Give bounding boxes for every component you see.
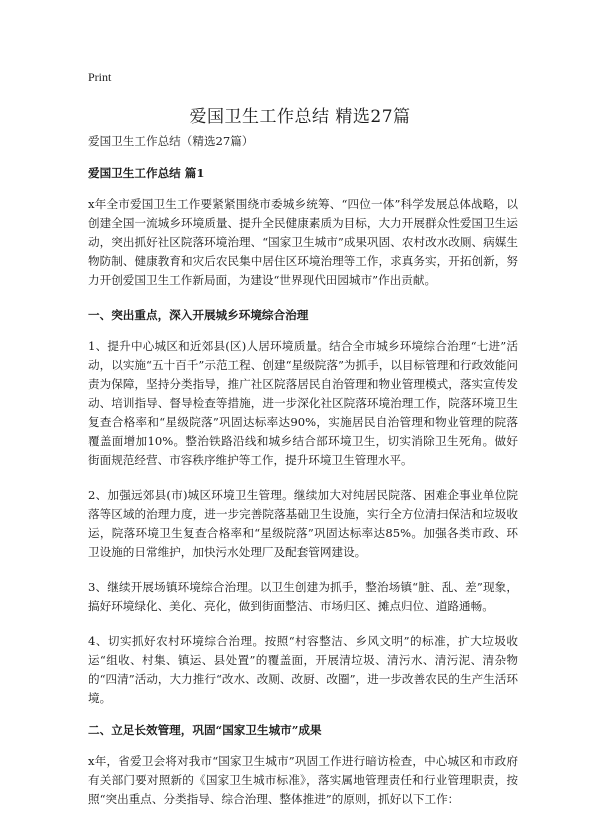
- paragraph-item-2: 2、加强远郊县(市)城区环境卫生管理。继续加大对纯居民院落、困难企事业单位院落等区域的治理力度，进一步完善院落基础卫生设施，实行全方位清扫保洁和垃圾收运，院落环境卫生复查合格率和“星级院落”巩固达标率达85%。加强各类市政、环卫设施的日常维护，加快污水处理厂及配套管网建设。: [88, 488, 518, 559]
- paragraph-item-3: 3、继续开展场镇环境综合治理。以卫生创建为抓手，整治场镇“脏、乱、差”现象，搞好环境绿化、美化、亮化，做到街面整洁、市场归区、摊点归位、道路通畅。: [88, 580, 518, 613]
- document-title: 爱国卫生工作总结 精选27篇: [189, 107, 411, 127]
- article-heading: 爱国卫生工作总结 篇1: [88, 166, 205, 180]
- document-subtitle: 爱国卫生工作总结（精选27篇）: [88, 134, 254, 148]
- print-link[interactable]: Print: [88, 70, 112, 84]
- paragraph-item-5: x年，省爱卫会将对我市“国家卫生城市”巩固工作进行暗访检查，中心城区和市政府有关部门要对照新的《国家卫生城市标准》，落实属地管理责任和行业管理职责，按照“突出重点、分类指导、综合治理、整体推进”的原则，抓好以下工作：: [88, 754, 518, 806]
- paragraph-item-4: 4、切实抓好农村环境综合治理。按照“村容整洁、乡风文明”的标准，扩大垃圾收运“组收、村集、镇运、县处置”的覆盖面，开展清垃圾、清污水、清污泥、清杂物的“四清”活动，大力推行“改水、改厕、改厨、改圈”，进一步改善农民的生产生活环境。: [88, 634, 518, 705]
- document-body: [88, 132, 518, 825]
- paragraph-item-1: 1、提升中心城区和近郊县(区)人居环境质量。结合全市城乡环境综合治理“七进”活动，以实施“五十百千”示范工程、创建“星级院落”为抓手，以目标管理和行政效能问责为保障，坚持分类指导，推广社区院落居民自治管理和物业管理模式，落实宣传发动、培训指导、督导检查等措施，进一步深化社区院落环境治理工作，院落环境卫生复查合格率和“星级院落”巩固达标率达90%，实施居民自治管理和物业管理的院落覆盖面增加10%。整治铁路沿线和城乡结合部环境卫生，切实消除卫生死角。做好街面规范经营、市容秩序维护等工作，提升环境卫生管理水平。: [88, 339, 518, 467]
- section-heading-2: 二、立足长效管理，巩固“国家卫生城市”成果: [88, 723, 322, 737]
- section-heading-1: 一、突出重点，深入开展城乡环境综合治理: [88, 308, 309, 322]
- intro-paragraph: x年全市爱国卫生工作要紧紧围绕市委城乡统筹、“四位一体”科学发展总体战略，以创建全国一流城乡环境质量、提升全民健康素质为目标，大力开展群众性爱国卫生运动，突出抓好社区院落环境治理、“国家卫生城市”成果巩固、农村改水改厕、病媒生物防制、健康教育和灾后农民集中居住区环境治理等工作，求真务实，开拓创新，努力开创爱国卫生工作新局面，为建设“世界现代田园城市”作出贡献。: [88, 197, 518, 287]
